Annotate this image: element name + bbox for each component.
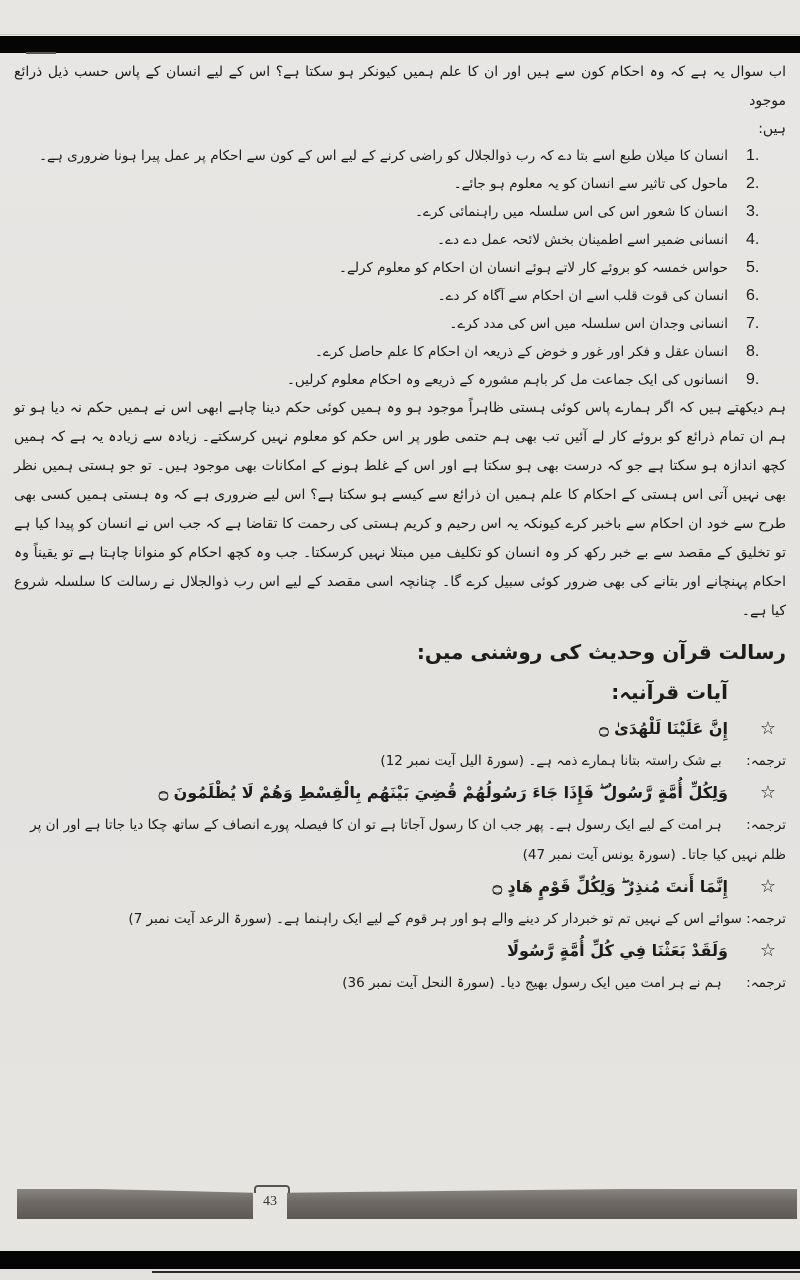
- item-number: 4.: [746, 231, 760, 248]
- page-separator-bottom: [0, 1251, 800, 1269]
- footer-ornament-left: [17, 1187, 253, 1219]
- main-paragraph: ہم دیکھتے ہیں کہ اگر ہمارے پاس کوئی ہستی ظاہراً موجود ہو وہ ہمیں کوئی حکم دینا چاہے ابھی اس نے ہمیں حکم نہ دیا ہو تو ہم ان تمام ذرائع کو بروئے کار لے آئیں تب بھی ہم حتمی طور پر اس حکم کو معلوم نہیں کرسکتے۔ زیادہ سے زیادہ یہ ہے کہ ہمیں کچھ اندازہ ہو سکتا ہے جو کہ درست بھی ہو سکتا ہے اور اس کے غلط ہونے کے امکانات بھی موجود ہیں۔ تو جو ہستی ہمیں نظر بھی نہیں آتی اس ہستی کے احکام کا علم ہمیں ان ذرائع سے کیسے ہو سکتا ہے؟ اس لیے ضروری ہے کہ وہ ہستی ہمیں کسی بھی طرح سے خود ان احکام سے باخبر کرے کیونکہ یہ اس رحیم و کریم ہستی کی رحمت کا تقاضا ہے کہ جب اس نے انسان کو پیدا کیا ہے تو تخلیق کے مقصد سے بے خبر رکھ کر وہ انسان کو تکلیف میں مبتلا نہیں کرسکتا۔ جب وہ کچھ احکام کو منوانا چاہتا ہے تو یقیناً وہ احکام پہنچانے اور بتانے کی بھی ضرور کوئی سبیل کرے گا۔ چنانچہ اسی مقصد کے لیے اس رب ذوالجلال نے رسالت کا سلسلہ شروع کیا ہے۔: [14, 400, 786, 619]
- next-page-rule: [152, 1271, 800, 1273]
- item-text: انسانوں کی ایک جماعت مل کر باہم مشورہ کے ذریعے وہ احکام معلوم کرلیں۔: [286, 372, 728, 388]
- item-number: 2.: [746, 175, 760, 192]
- item-text: انسان کا میلان طبع اسے بتا دے کہ رب ذوالجلال کو راضی کرنے کے لیے اس کے کون سے احکام پر عمل پیرا ہونا ضروری ہے۔: [39, 148, 728, 164]
- translation-label: ترجمہ:: [746, 911, 786, 927]
- star-icon: ☆: [759, 718, 776, 739]
- item-number: 3.: [746, 203, 760, 220]
- translation-text: ہر امت کے لیے ایک رسول ہے۔ پھر جب ان کا رسول آجاتا ہے تو ان کا فیصلہ پورے انصاف کے ساتھ چکا دیا جاتا ہے اور ان پر ظلم نہیں کیا جاتا۔: [30, 817, 786, 863]
- item-number: 5.: [746, 259, 760, 276]
- translation-text: ہم نے ہر امت میں ایک رسول بھیج دیا۔: [498, 975, 722, 991]
- page-content: [14, 58, 786, 998]
- item-text: انسان عقل و فکر اور غور و خوض کے ذریعہ ان احکام کا علم حاصل کرے۔: [314, 344, 728, 360]
- item-text: انسان کی قوت قلب اسے ان احکام سے آگاہ کر دے۔: [437, 288, 728, 304]
- section-heading: رسالت قرآن وحدیث کی روشنی میں:: [416, 640, 786, 664]
- quran-verse: [14, 934, 786, 968]
- list-item: [14, 338, 786, 366]
- quran-verse: [14, 776, 786, 810]
- verse-arabic: إِنَّ عَلَيْنَا لَلْهُدَىٰ ۝: [599, 719, 728, 738]
- verse-reference: (سورۃ الیل آیت نمبر 12): [380, 753, 525, 769]
- list-item: [14, 170, 786, 198]
- verse-arabic: وَلِكُلِّ أُمَّةٍ رَّسُولٌ ۖ فَإِذَا جَاءَ رَسُولُهُمْ قُضِيَ بَيْنَهُم بِالْقِسْطِ وَهُمْ لَا يُظْلَمُونَ ۝: [158, 783, 728, 802]
- intro-continuation: ہیں:: [758, 121, 786, 137]
- star-icon: ☆: [759, 940, 776, 961]
- list-item: [14, 226, 786, 254]
- star-icon: ☆: [759, 782, 776, 803]
- subsection-heading: آیات قرآنیہ:: [611, 680, 728, 704]
- item-number: 1.: [746, 147, 760, 164]
- verse-reference: (سورۃ الرعد آیت نمبر 7): [128, 911, 272, 927]
- verse-reference: (سورۃ یونس آیت نمبر 47): [522, 847, 676, 863]
- item-number: 7.: [746, 315, 760, 332]
- translation-label: ترجمہ:: [746, 975, 786, 991]
- item-text: انسانی ضمیر اسے اطمینان بخش لائحہ عمل دے دے۔: [437, 232, 728, 248]
- list-item: [14, 282, 786, 310]
- verse-translation: [14, 746, 786, 776]
- verse-translation: [14, 968, 786, 998]
- list-item: [14, 310, 786, 338]
- verse-translation: [14, 810, 786, 870]
- page-number: 43: [263, 1194, 277, 1209]
- translation-text: سوائے اس کے نہیں تم تو خبردار کر دینے والے ہو اور ہر قوم کے لیے ایک راہنما ہے۔: [276, 911, 742, 927]
- previous-page-edge: [0, 0, 800, 35]
- list-item: [14, 254, 786, 282]
- sources-list: [14, 142, 786, 394]
- verse-translation: [14, 904, 786, 934]
- quran-verse: [14, 712, 786, 746]
- quran-verse: [14, 870, 786, 904]
- item-number: 9.: [746, 371, 760, 388]
- item-text: انسانی وجدان اس سلسلہ میں اس کی مدد کرے۔: [449, 316, 728, 332]
- verse-arabic: إِنَّمَا أَنتَ مُنذِرٌ ۖ وَلِكُلِّ قَوْمٍ هَادٍ ۝: [492, 877, 728, 896]
- item-number: 8.: [746, 343, 760, 360]
- page-separator-top: [0, 36, 800, 53]
- translation-label: ترجمہ:: [746, 753, 786, 769]
- translation-label: ترجمہ:: [746, 817, 786, 833]
- verse-arabic: وَلَقَدْ بَعَثْنَا فِي كُلِّ أُمَّةٍ رَّسُولًا: [507, 941, 728, 960]
- list-item: [14, 198, 786, 226]
- list-item: [14, 366, 786, 394]
- item-number: 6.: [746, 287, 760, 304]
- item-text: ماحول کی تاثیر سے انسان کو یہ معلوم ہو جائے۔: [453, 176, 728, 192]
- list-item: [14, 142, 786, 170]
- intro-paragraph: اب سوال یہ ہے کہ وہ احکام کون سے ہیں اور ان کا علم ہمیں کیونکر ہو سکتا ہے؟ اس کے لیے انسان کے پاس حسب ذیل ذرائع موجود: [14, 64, 786, 109]
- footer-ornament-right: [287, 1187, 797, 1219]
- translation-text: بے شک راستہ بتانا ہمارے ذمہ ہے۔: [528, 753, 722, 769]
- star-icon: ☆: [759, 876, 776, 897]
- item-text: حواس خمسہ کو بروئے کار لاتے ہوئے انسان ان احکام کو معلوم کرلے۔: [339, 260, 728, 276]
- corner-mark: [26, 52, 56, 54]
- verse-reference: (سورۃ النحل آیت نمبر 36): [342, 975, 495, 991]
- item-text: انسان کا شعور اس کی اس سلسلہ میں راہنمائی کرے۔: [415, 204, 728, 220]
